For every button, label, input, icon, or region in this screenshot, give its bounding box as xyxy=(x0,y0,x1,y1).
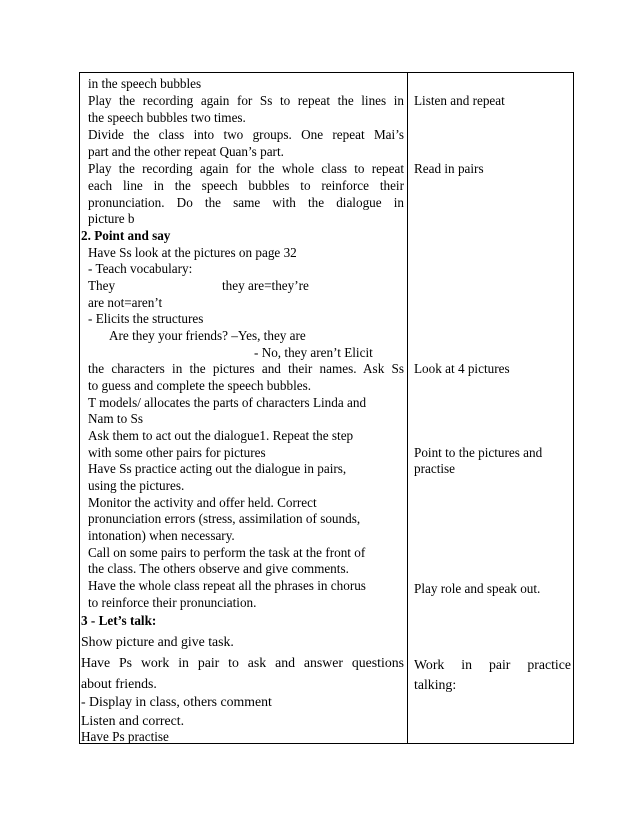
text-line: - Display in class, others comment xyxy=(81,694,272,709)
text-line: Point to the pictures and xyxy=(414,445,543,460)
text-line: Have Ps work in pair to ask and answer questions xyxy=(81,655,404,670)
text-line: - Teach vocabulary: xyxy=(88,261,193,276)
text-line: they are=they’re xyxy=(222,278,309,293)
text-line: Monitor the activity and offer held. Correct xyxy=(88,495,317,510)
text-line: Have the whole class repeat all the phrases in chorus xyxy=(88,578,366,593)
text-line: are not=aren’t xyxy=(88,295,163,310)
text-line: pronunciation errors (stress, assimilation of sounds, xyxy=(88,511,361,526)
text-line: with some other pairs for pictures xyxy=(88,445,266,460)
text-line: T models/ allocates the parts of characters Linda and xyxy=(88,395,367,410)
section-heading-lets-talk: 3 - Let’s talk: xyxy=(81,613,157,628)
text-line: intonation) when necessary. xyxy=(88,528,235,543)
text-line: the characters in the pictures and their names. Ask Ss xyxy=(88,361,404,376)
text-line: Play the recording again for the whole class to repeat xyxy=(88,161,404,176)
text-line: - Elicits the structures xyxy=(88,311,204,326)
text-line: the speech bubbles two times. xyxy=(88,110,246,125)
text-line: the class. The others observe and give comments. xyxy=(88,561,349,576)
text-line: Divide the class into two groups. One repeat Mai’s xyxy=(88,127,404,142)
text-line: Play role and speak out. xyxy=(414,581,541,596)
text-line: each line in the speech bubbles to reinforce their xyxy=(88,178,404,193)
text-line: - No, they aren’t Elicit xyxy=(254,345,373,360)
text-line: Play the recording again for Ss to repeat the lines in xyxy=(88,93,404,108)
text-line: Nam to Ss xyxy=(88,411,143,426)
text-line: Read in pairs xyxy=(414,161,484,176)
text-line: practise xyxy=(414,461,456,476)
section-heading-point-and-say: 2. Point and say xyxy=(81,228,171,243)
text-line: about friends. xyxy=(81,676,157,691)
text-line: pronunciation. Do the same with the dialogue in xyxy=(88,195,404,210)
text-line: Call on some pairs to perform the task at the front of xyxy=(88,545,366,560)
text-line: talking: xyxy=(414,677,457,692)
text-line: Listen and repeat xyxy=(414,93,505,108)
text-line: picture b xyxy=(88,211,135,226)
text-line: to reinforce their pronunciation. xyxy=(88,595,257,610)
text-line: Work in pair practice xyxy=(414,657,571,672)
text-line: Have Ss practice acting out the dialogue in pairs, xyxy=(88,461,347,476)
text-line: Look at 4 pictures xyxy=(414,361,510,376)
text-line: Have Ps practise xyxy=(81,729,169,744)
text-line: Listen and correct. xyxy=(81,713,185,728)
text-line: Have Ss look at the pictures on page 32 xyxy=(88,245,297,260)
text-line: to guess and complete the speech bubbles. xyxy=(88,378,312,393)
text-line: part and the other repeat Quan’s part. xyxy=(88,144,284,159)
text-line: Ask them to act out the dialogue1. Repeat the step xyxy=(88,428,354,443)
text-line: in the speech bubbles xyxy=(88,76,202,91)
text-line: Are they your friends? –Yes, they are xyxy=(109,328,306,343)
text-line: using the pictures. xyxy=(88,478,185,493)
text-line: They xyxy=(88,278,116,293)
text-line: Show picture and give task. xyxy=(81,634,234,649)
